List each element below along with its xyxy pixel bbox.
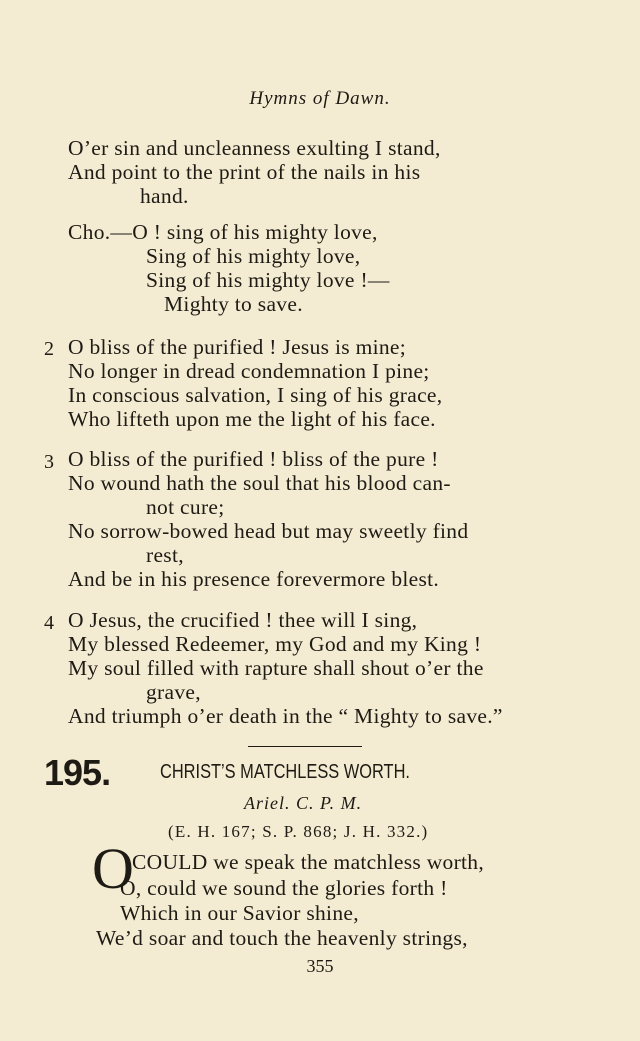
- stanza-line: In conscious salvation, I sing of his grace,: [68, 383, 443, 407]
- stanza-line: O bliss of the purified ! Jesus is mine;: [68, 335, 407, 359]
- stanza-line: O bliss of the purified ! bliss of the pure !: [68, 447, 439, 471]
- tune-name: Ariel. C. P. M.: [244, 793, 363, 813]
- stanza-number: 2: [44, 338, 54, 360]
- chorus-line: Mighty to save.: [164, 292, 303, 316]
- page-number: 355: [306, 956, 334, 976]
- hymn-line: Which in our Savior shine,: [120, 901, 359, 925]
- chorus-line: Sing of his mighty love,: [146, 244, 361, 268]
- stanza-line: No longer in dread condemnation I pine;: [68, 359, 430, 383]
- chorus-line: Cho.—O ! sing of his mighty love,: [68, 220, 378, 244]
- stanza-line: rest,: [146, 543, 184, 567]
- hymn-title: CHRIST’S MATCHLESS WORTH.: [160, 761, 410, 783]
- stanza-line: And triumph o’er death in the “ Mighty to save.”: [68, 704, 503, 728]
- hymn-number: 195.: [44, 752, 111, 793]
- stanza-line: No wound hath the soul that his blood can-: [68, 471, 451, 495]
- hymn-line: O, could we sound the glories forth !: [120, 876, 448, 900]
- hymnal-references: (E. H. 167; S. P. 868; J. H. 332.): [168, 822, 429, 841]
- stanza-line: Who lifteth upon me the light of his face.: [68, 407, 436, 431]
- stanza-line: grave,: [146, 680, 201, 704]
- stanza-number: 4: [44, 612, 54, 634]
- stanza-line: My soul filled with rapture shall shout o’er the: [68, 656, 484, 680]
- chorus-line: Sing of his mighty love !—: [146, 268, 390, 292]
- running-header: Hymns of Dawn.: [249, 88, 391, 109]
- stanza-number: 3: [44, 451, 54, 473]
- drop-cap: O: [92, 836, 134, 901]
- hymn-line: COULD we speak the matchless worth,: [132, 850, 485, 874]
- verse-line: hand.: [140, 184, 189, 208]
- stanza-line: My blessed Redeemer, my God and my King !: [68, 632, 482, 656]
- section-divider: [248, 746, 362, 747]
- stanza-line: No sorrow-bowed head but may sweetly find: [68, 519, 469, 543]
- verse-line: And point to the print of the nails in his: [68, 160, 421, 184]
- stanza-line: And be in his presence forevermore blest.: [68, 567, 440, 591]
- stanza-line: not cure;: [146, 495, 225, 519]
- stanza-line: O Jesus, the crucified ! thee will I sing,: [68, 608, 418, 632]
- verse-line: O’er sin and uncleanness exulting I stand,: [68, 136, 441, 160]
- hymn-line: We’d soar and touch the heavenly strings,: [96, 926, 468, 950]
